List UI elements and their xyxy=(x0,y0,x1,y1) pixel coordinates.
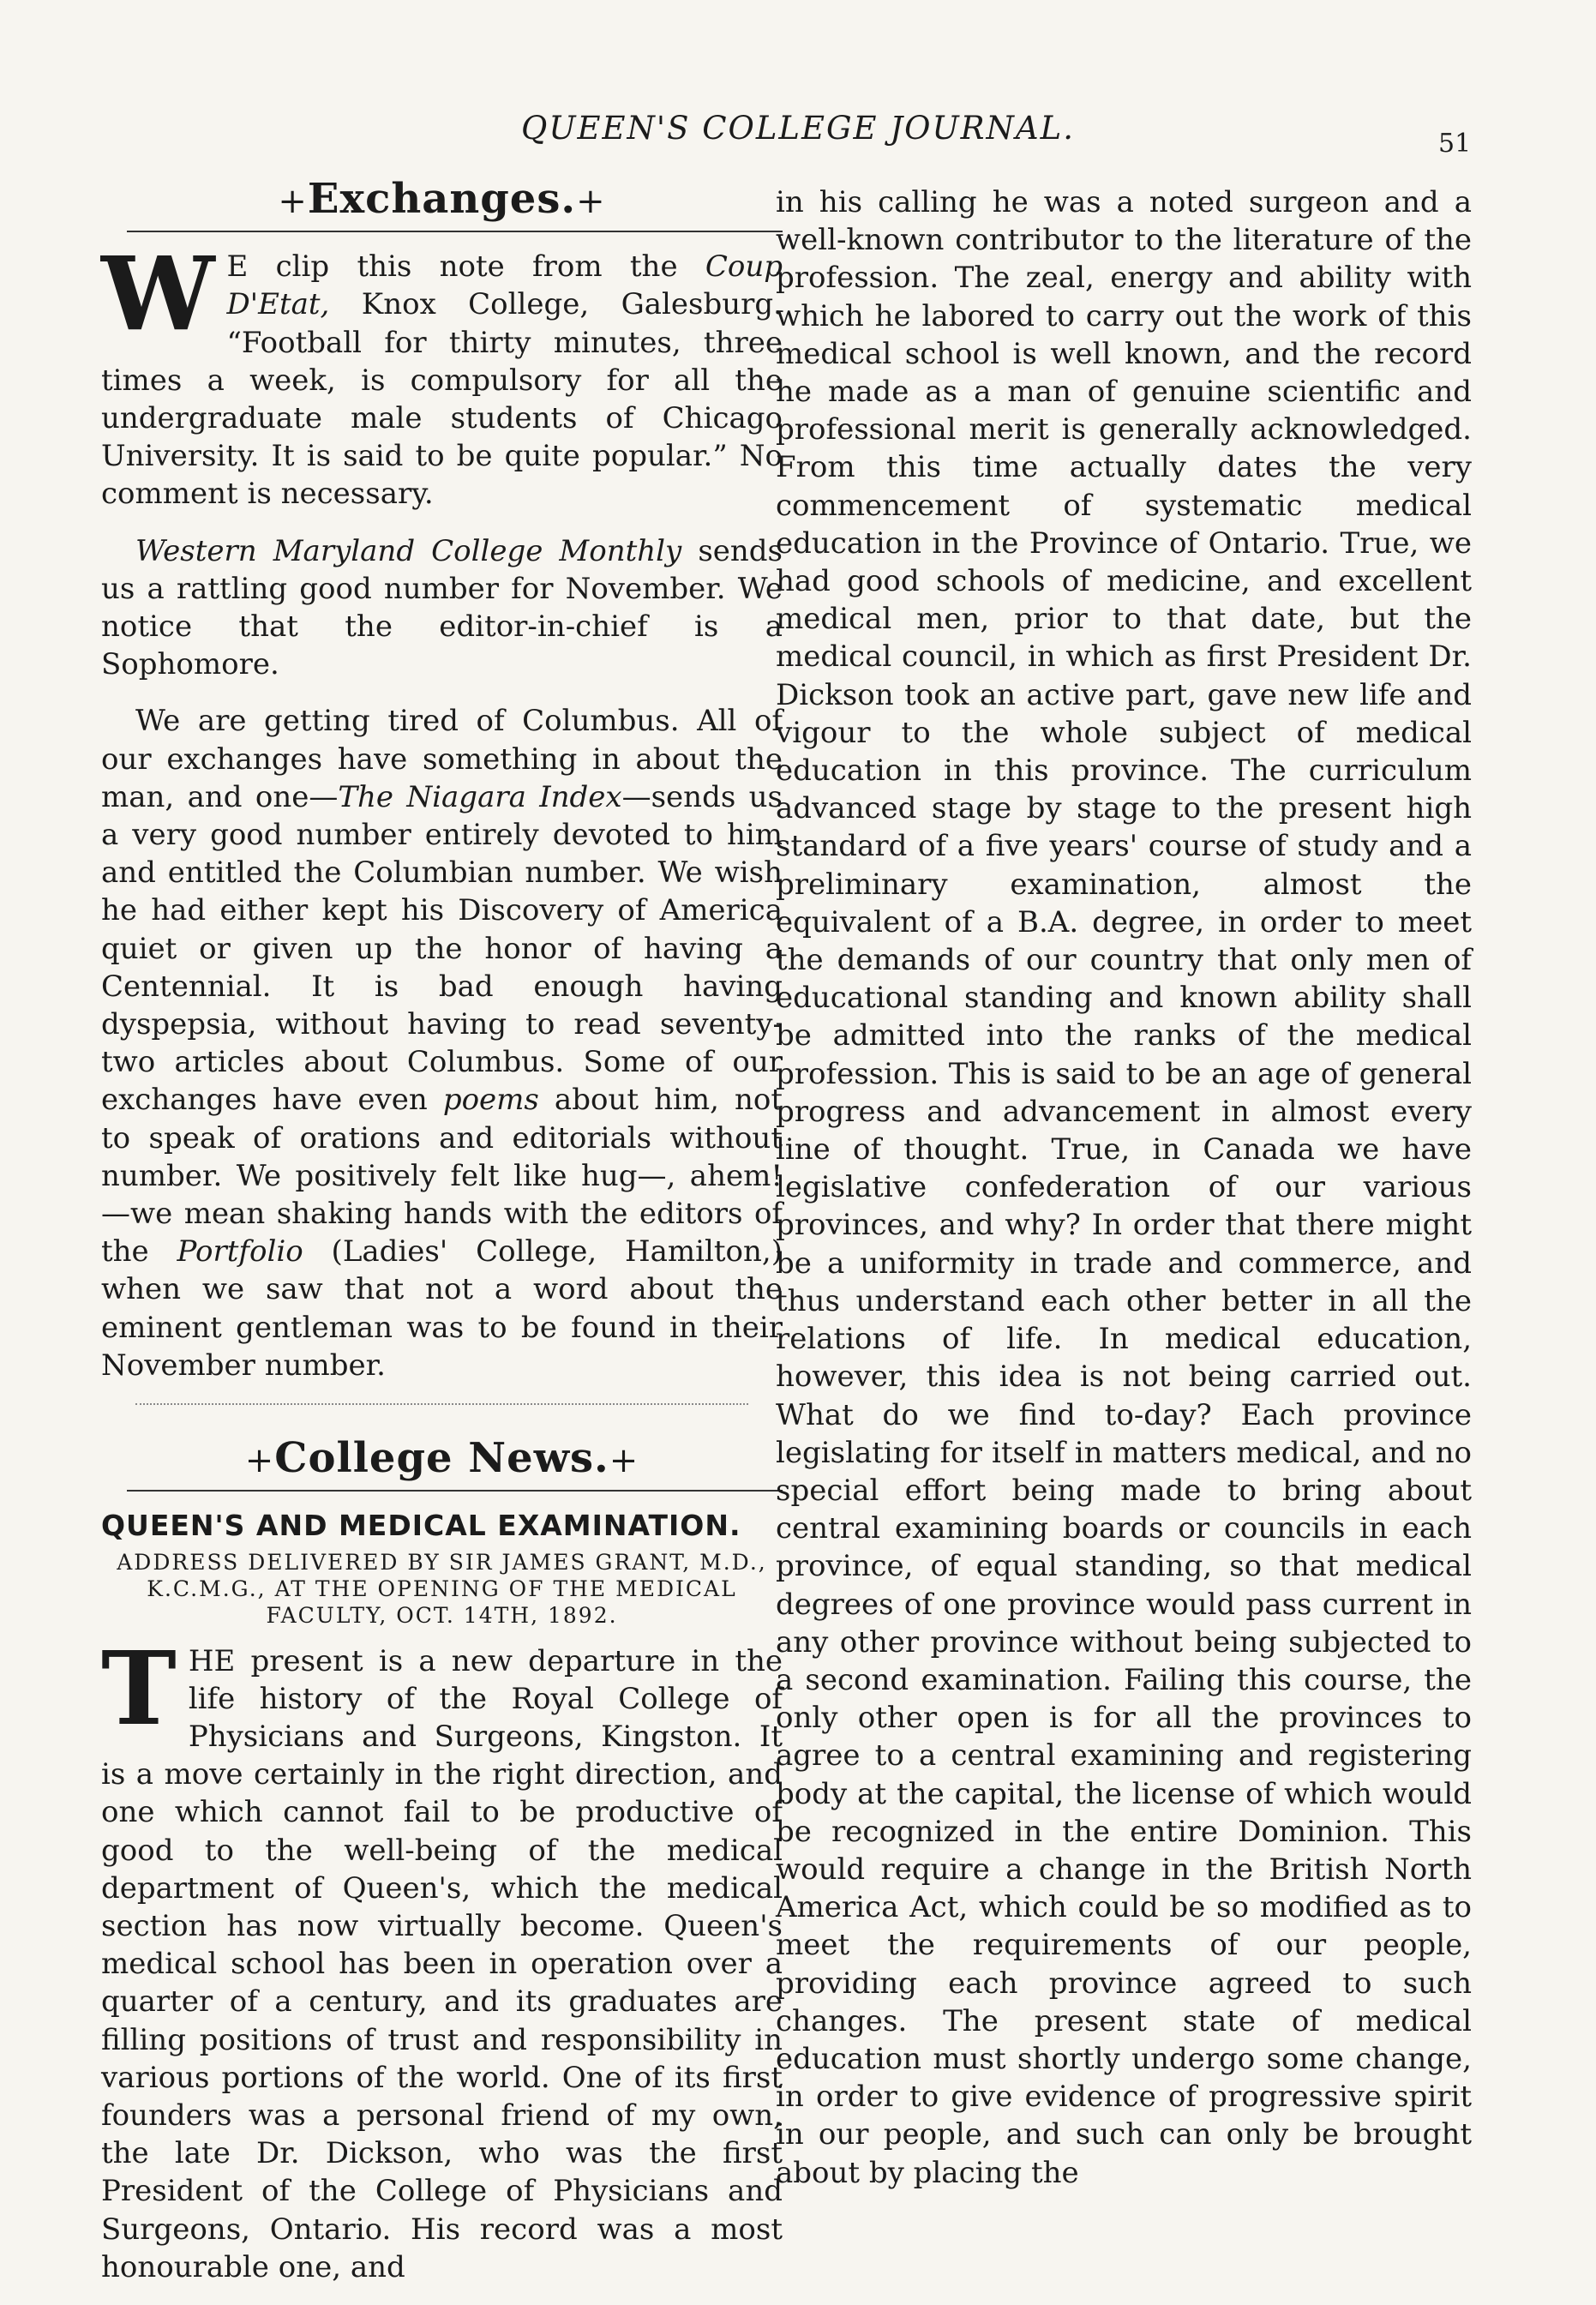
article-paragraph-1 xyxy=(101,1628,783,2286)
paragraph-text: sends us a rattling good number for November. We notice that the editor-in-chief is a Sophomore. xyxy=(101,533,783,682)
page-number: 51 xyxy=(1438,129,1472,159)
paragraph-text: E clip this note from the xyxy=(226,249,705,285)
running-head: QUEEN'S COLLEGE JOURNAL. xyxy=(521,110,1075,147)
article-title: QUEEN'S AND MEDICAL EXAMINATION. xyxy=(101,1509,741,1543)
paragraph-text: (Ladies' College, Hamilton,) when we saw that not a word about the eminent gentleman was to be found in their November number. xyxy=(101,1234,783,1383)
publication-title: Coup D'Etat, xyxy=(226,249,783,322)
paragraph-text: We are getting tired of Columbus. All of our exchanges have something in about the man, and one— xyxy=(101,704,783,814)
publication-title: Portfolio xyxy=(177,1234,303,1270)
drop-cap: T xyxy=(101,1628,177,1748)
publication-title: The Niagara Index xyxy=(338,779,622,814)
article-byline: ADDRESS DELIVERED BY SIR JAMES GRANT, M.D., K.C.M.G., AT THE OPENING OF THE MEDICAL FACULTY, OCT. 14TH, 1892. xyxy=(117,1549,767,1628)
college-news-heading xyxy=(101,1434,783,1483)
paragraph-text: HE present is a new departure in the life history of the Royal College of Physicians and Surgeons, Kingston. It is a move certainly in the right direction, and one which cannot fail to be productive of good to the well-being of the medical department of Queen's, which the medical section has now virtually become. Queen's medical school has been in operation over a quarter of a century, and its graduates are filling positions of trust and responsibility in various portions of the world. One of its first founders was a personal friend of my own, the late Dr. Dickson, who was the first President of the College of Physicians and Surgeons, Ontario. His record was a most honourable one, and xyxy=(101,1643,783,2284)
heading-rule xyxy=(127,231,783,232)
left-column xyxy=(101,175,783,2305)
ornament-left: + xyxy=(278,182,308,221)
ornament-right: + xyxy=(576,182,606,221)
ornament-right: + xyxy=(609,1441,639,1481)
exchanges-paragraph-3 xyxy=(101,702,783,1384)
exchanges-paragraph-1 xyxy=(101,234,783,513)
paragraph-text: about him, not to speak of orations and editorials without number. We positively felt like hug—, ahem!—we mean shaking hands with the editors of the xyxy=(101,1083,783,1270)
exchanges-heading xyxy=(101,175,783,223)
publication-title: Western Maryland College Monthly xyxy=(135,533,682,568)
heading-rule xyxy=(127,1490,783,1492)
article-continuation: in his calling he was a noted surgeon and a well-known contributor to the literature of the profession. The zeal, energy and ability with which he labored to carry out the work of this medical school is well known, and the record he made as a man of genuine scientific and professional merit is generally acknowledged. From this time actually dates the very commencement of systematic medical education in the Province of Ontario. True, we had good schools of medicine, and excellent medical men, prior to that date, but the medical council, in which as first President Dr. Dickson took an active part, gave new life and vigour to the whole subject of medical education in this province. The curriculum advanced stage by stage to the present high standard of a five years' course of study and a preliminary examination, almost the equivalent of a B.A. degree, in order to meet the demands of our country that only men of educational standing and known ability shall be admitted into the ranks of the medical profession. This is said to be an age of general progress and advancement in almost every line of thought. True, in Canada we have legislative confederation of our various provinces, and why? In order that there might be a uniformity in trade and commerce, and thus understand each other better in all the relations of life. In medical education, however, this idea is not being carried out. What do we find to-day? Each province legislating for itself in matters medical, and no special effort being made to bring about central examining boards or councils in each province, of equal standing, so that medical degrees of one province would pass current in any other province without being subjected to a second examination. Failing this course, the only other open is for all the provinces to agree to a central examining and registering body at the capital, the license of which would be recognized in the entire Dominion. This would require a change in the British North America Act, which could be so modified as to meet the requirements of our people, providing each province agreed to such changes. The present state of medical education must shortly undergo some change, in order to give evidence of progressive spirit in our people, and such can only be brought about by placing the xyxy=(776,185,1472,2190)
emphasis: poems xyxy=(442,1083,539,1118)
paragraph-text: —sends us a very good number entirely devoted to him and entitled the Columbian number. We wish he had either kept his Discovery of America quiet or given up the honor of having a Centennial. It is bad enough having dyspepsia, without having to read seventy-two articles about Columbus. Some of our exchanges have even xyxy=(101,779,783,1118)
right-column xyxy=(776,183,1472,2211)
college-news-heading-text: College News. xyxy=(274,1434,609,1483)
ornament-left: + xyxy=(244,1441,275,1481)
drop-cap: W xyxy=(101,234,215,354)
exchanges-heading-text: Exchanges. xyxy=(307,175,577,223)
paragraph-text: Knox College, Galesburg. “Football for thirty minutes, three times a week, is compulsory for all the undergraduate male students of Chicago University. It is said to be quite popular.” No comment is necessary. xyxy=(101,287,783,512)
exchanges-paragraph-2 xyxy=(101,532,783,684)
section-separator xyxy=(135,1403,748,1405)
